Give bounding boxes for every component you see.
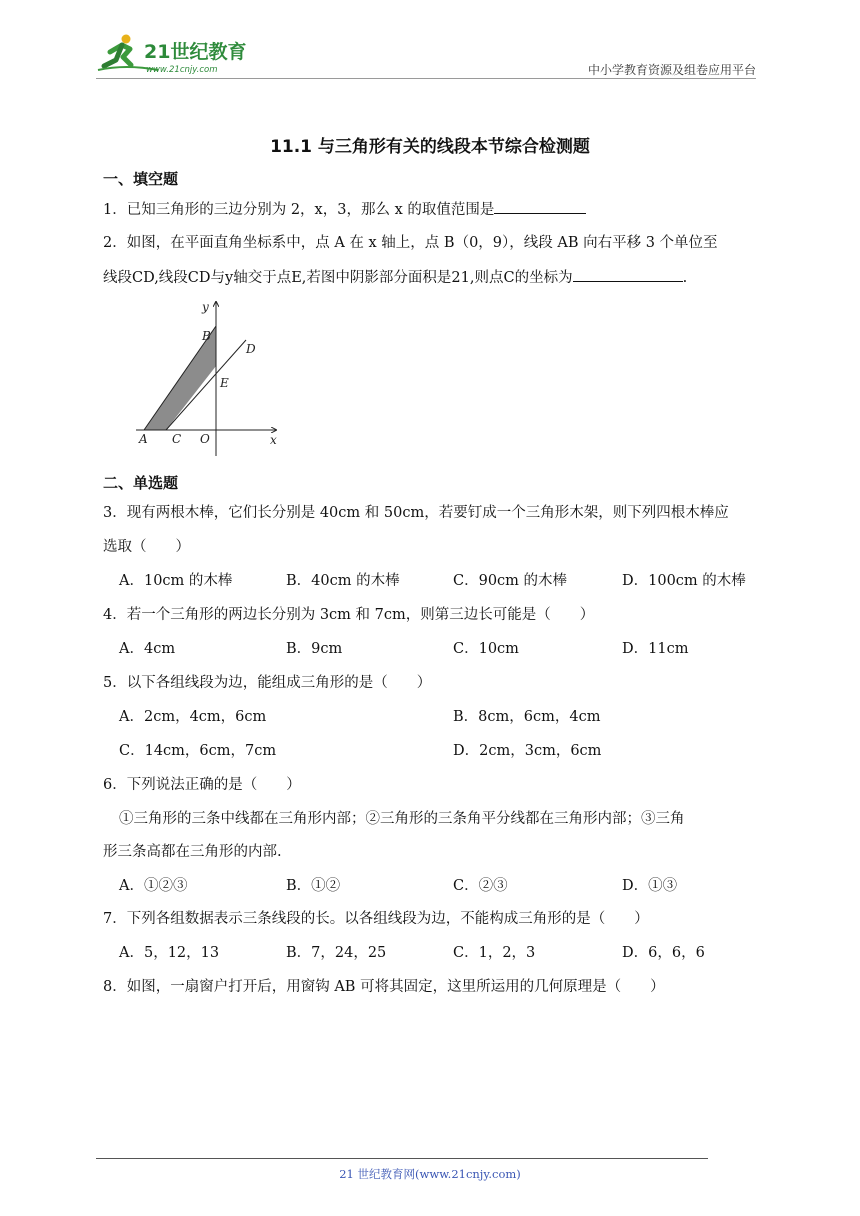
question-6-statements-2: 形三条高都在三角形的内部.	[103, 844, 282, 860]
q3-option-a[interactable]: A．10cm 的木棒	[119, 573, 233, 589]
question-3-line-2: 选取（ ）	[103, 539, 190, 555]
question-3-line-1: 3．现有两根木棒，它们长分别是 40cm 和 50cm，若要钉成一个三角形木架，则下列四根木棒应	[103, 505, 729, 521]
q3-option-d[interactable]: D．100cm 的木棒	[622, 573, 746, 589]
q5-option-c[interactable]: C．14cm，6cm，7cm	[119, 743, 277, 759]
question-8: 8．如图，一扇窗户打开后，用窗钩 AB 可将其固定，这里所运用的几何原理是（ ）	[103, 979, 665, 995]
header-divider	[96, 78, 756, 79]
question-5: 5．以下各组线段为边，能组成三角形的是（ ）	[103, 675, 432, 691]
q7-option-d[interactable]: D．6，6，6	[622, 945, 705, 961]
coordinate-figure	[136, 298, 286, 460]
question-2-line-2	[103, 266, 687, 287]
question-2-text: 线段CD,线段CD与y轴交于点E,若图中阴影部分面积是21,则点C的坐标为	[103, 270, 573, 286]
q6-option-a[interactable]: A．①②③	[119, 878, 188, 894]
q7-option-a[interactable]: A．5，12，13	[119, 945, 220, 961]
q6-option-c[interactable]: C．②③	[453, 878, 508, 894]
label-d: D	[246, 342, 256, 356]
page-title: 11.1 与三角形有关的线段本节综合检测题	[270, 137, 590, 157]
q4-option-d[interactable]: D．11cm	[622, 641, 689, 657]
question-6-statements-1: ①三角形的三条中线都在三角形内部；②三角形的三条角平分线都在三角形内部；③三角	[119, 811, 685, 827]
q5-option-a[interactable]: A．2cm，4cm，6cm	[119, 709, 267, 725]
label-e: E	[220, 376, 229, 390]
site-logo	[96, 30, 266, 76]
q4-option-b[interactable]: B．9cm	[286, 641, 343, 657]
label-y: y	[202, 300, 209, 314]
label-c: C	[172, 432, 182, 446]
answer-blank-1[interactable]	[494, 199, 586, 214]
label-b: B	[202, 329, 211, 343]
q4-option-c[interactable]: C．10cm	[453, 641, 519, 657]
q3-option-b[interactable]: B．40cm 的木棒	[286, 573, 400, 589]
answer-blank-2[interactable]	[573, 267, 683, 282]
q6-option-d[interactable]: D．①③	[622, 878, 678, 894]
label-x: x	[270, 433, 277, 447]
q5-option-b[interactable]: B．8cm，6cm，4cm	[453, 709, 601, 725]
section-heading-fill-blank: 一、填空题	[103, 170, 179, 188]
label-a: A	[139, 432, 148, 446]
question-7: 7．下列各组数据表示三条线段的长。以各组线段为边，不能构成三角形的是（ ）	[103, 911, 649, 927]
question-6: 6．下列说法正确的是（ ）	[103, 777, 301, 793]
label-o: O	[200, 432, 210, 446]
section-heading-single-choice: 二、单选题	[103, 474, 179, 492]
q5-option-d[interactable]: D．2cm，3cm，6cm	[453, 743, 602, 759]
q7-option-c[interactable]: C．1，2，3	[453, 945, 536, 961]
q3-option-c[interactable]: C．90cm 的木棒	[453, 573, 568, 589]
footer-link[interactable]: 21 世纪教育网(www.21cnjy.com)	[339, 1167, 521, 1181]
question-1-text: 1．已知三角形的三边分别为 2，x，3，那么 x 的取值范围是	[103, 202, 495, 218]
logo-text: 21世纪教育	[144, 41, 247, 63]
header-tagline: 中小学教育资源及组卷应用平台	[587, 63, 756, 77]
page-header	[96, 30, 756, 78]
footer-divider	[96, 1158, 708, 1159]
logo-url: www.21cnjy.com	[146, 65, 218, 75]
question-4: 4．若一个三角形的两边长分别为 3cm 和 7cm，则第三边长可能是（ ）	[103, 607, 595, 623]
q4-option-a[interactable]: A．4cm	[119, 641, 176, 657]
question-2-period: .	[682, 270, 688, 286]
q6-option-b[interactable]: B．①②	[286, 878, 341, 894]
question-1	[103, 198, 586, 219]
question-2-line-1: 2．如图，在平面直角坐标系中，点 A 在 x 轴上，点 B（0，9），线段 AB 向右平移 3 个单位至	[103, 235, 718, 251]
q7-option-b[interactable]: B．7，24，25	[286, 945, 387, 961]
